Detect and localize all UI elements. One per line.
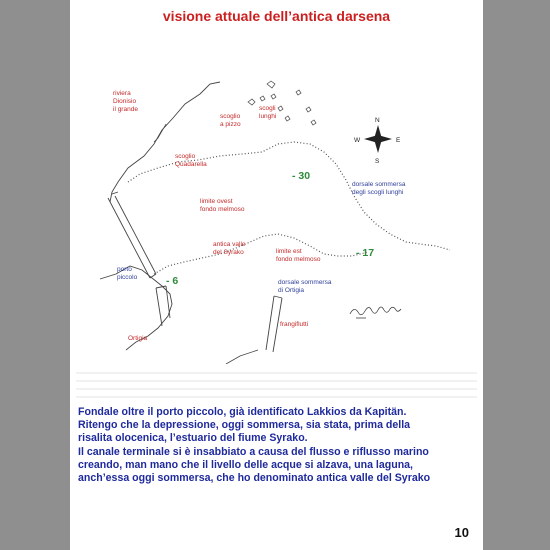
label-dorsale-ortigia: dorsale sommersa di Ortigia (278, 279, 332, 294)
label-scogli-lunghi: scogli lunghi (259, 105, 277, 120)
compass-w: W (354, 137, 361, 144)
south-coast (226, 350, 258, 364)
label-limite-est: limite est fondo melmoso (276, 248, 321, 263)
text-line-2: Ritengo che la depressione, oggi sommersa, sia stata, prima della (78, 419, 411, 432)
label-ortigia: Ortigia (128, 335, 148, 342)
author-signature (350, 307, 401, 318)
label-riviera: riviera Dionisio il grande (113, 90, 138, 113)
depth-30: - 30 (292, 170, 311, 182)
label-scoglio-a-pizzo: scoglio a pizzo (220, 113, 241, 128)
document-page (70, 0, 483, 550)
label-antica-valle: antica valle del Syrako (213, 241, 246, 256)
page-title: visione attuale dell’antica darsena (162, 8, 391, 24)
label-limite-ovest: limite ovest fondo melmoso (200, 198, 245, 213)
page-number: 10 (454, 525, 469, 540)
label-frangiflutti: frangiflutti (280, 321, 309, 328)
compass-e: E (396, 137, 401, 144)
harbor-map (70, 64, 483, 364)
text-line-4: Il canale terminale si è insabbiato a causa del flusso e riflusso marino (78, 445, 429, 458)
compass-s: S (375, 158, 380, 165)
text-line-3: risalita olocenica, l’estuario del fiume Syrako. (78, 432, 308, 445)
scoglio-a-pizzo-rocks (248, 96, 265, 105)
depth-6: - 6 (166, 275, 179, 287)
contour-inner (154, 234, 368, 274)
label-dorsale-scogli-lunghi: dorsale sommersa degli scogli lunghi (352, 181, 406, 196)
text-line-5: creando, man mano che il livello delle acque si alzava, una laguna, (78, 458, 413, 471)
bleed-through-area (70, 366, 483, 402)
text-line-1: Fondale oltre il porto piccolo, già identificato Lakkios da Kapitän. (78, 406, 407, 418)
label-scoglio-quadarella: scoglio Quadarella (175, 153, 207, 168)
body-paragraph (78, 406, 478, 485)
compass-n: N (375, 117, 380, 124)
text-line-6: anch’essa oggi sommersa, che ho denominato antica valle del Syrako (78, 472, 431, 485)
compass-rose (354, 117, 401, 165)
depth-17: - 17 (356, 247, 375, 259)
label-porto-piccolo: porto piccolo (117, 266, 138, 281)
